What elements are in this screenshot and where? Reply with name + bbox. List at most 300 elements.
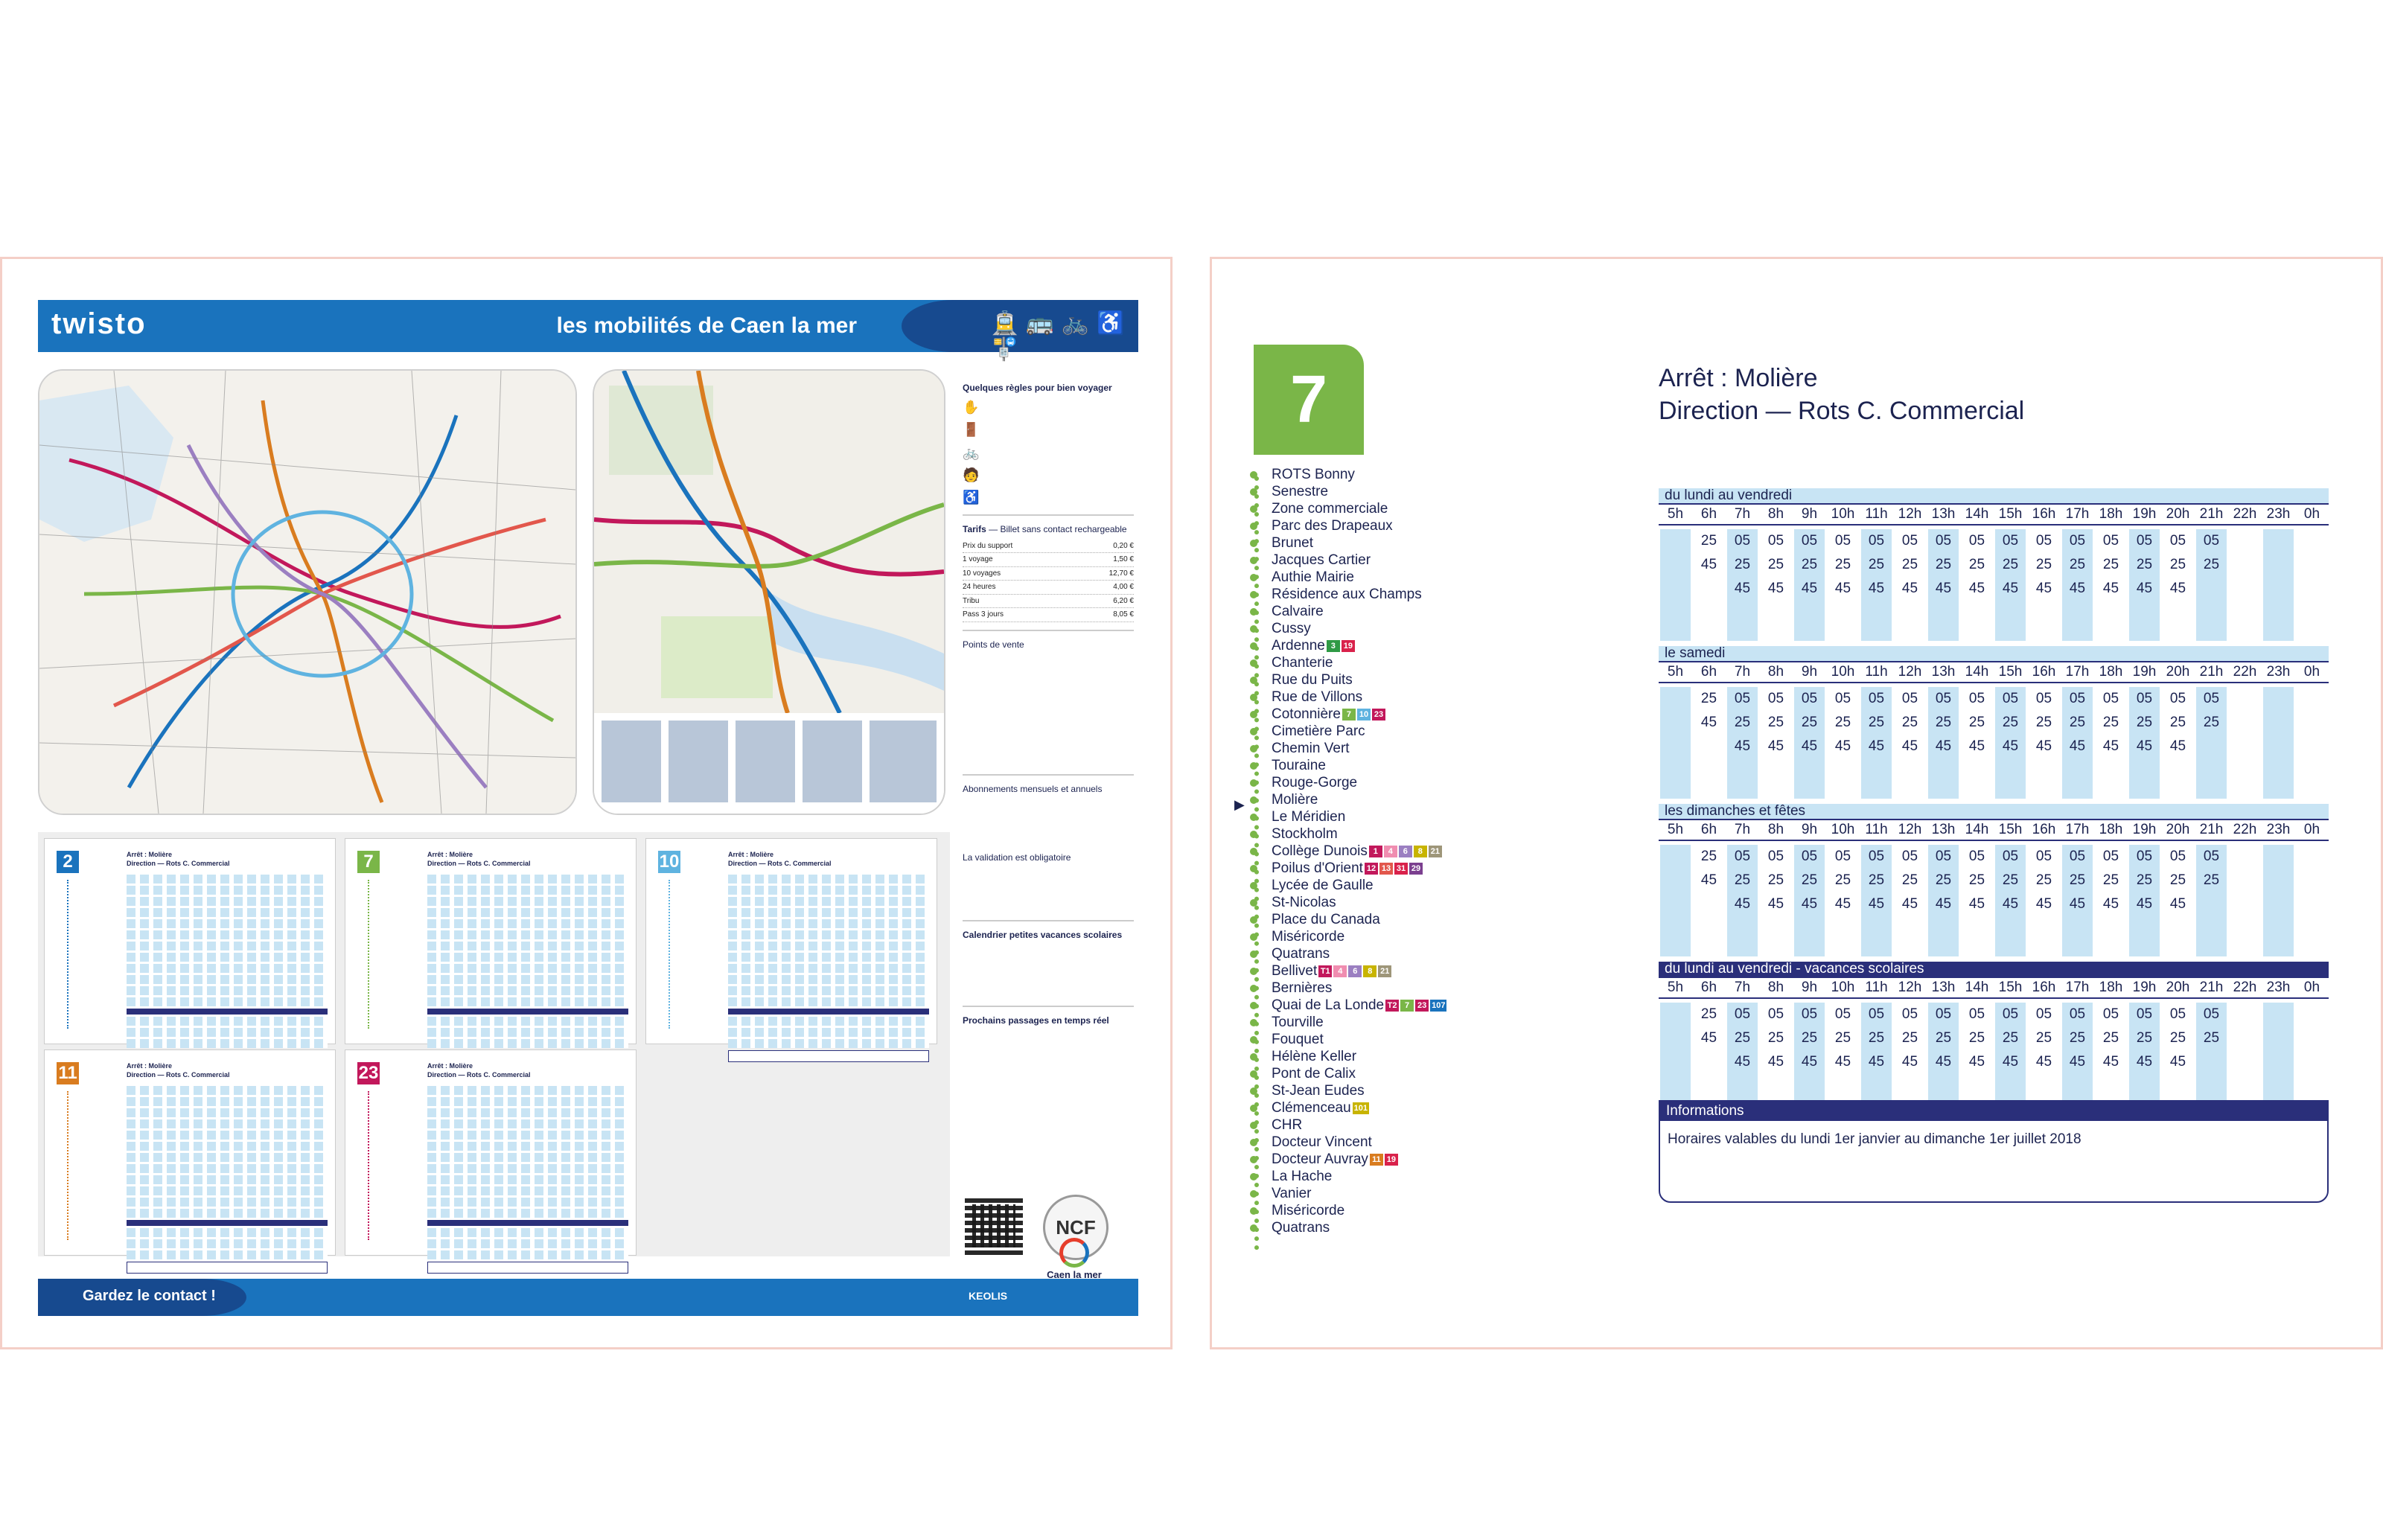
departure-minute: 05 — [1935, 849, 1952, 864]
hour-header-row — [1659, 661, 2329, 683]
hour-header-row — [1659, 977, 2329, 999]
stop-name: Cimetière Parc — [1272, 723, 1365, 739]
departure-minute: 05 — [1801, 533, 1818, 549]
hour-label: 13h — [1931, 822, 1956, 837]
hour-column — [1895, 845, 1924, 956]
departure-minute: 05 — [1767, 1006, 1784, 1022]
hour-label: 22h — [2233, 822, 2257, 837]
hour-column — [1895, 529, 1924, 641]
hour-label: 21h — [2199, 506, 2224, 522]
mini-route-line — [669, 880, 715, 1029]
departure-minute: 25 — [2203, 872, 2220, 888]
hour-column — [1861, 845, 1891, 956]
departure-minute: 45 — [1868, 738, 1885, 754]
stop-item — [1272, 1048, 1446, 1065]
tarif-price: 0,20 € — [1113, 541, 1134, 550]
stop-item — [1272, 860, 1446, 877]
departure-minute: 45 — [1767, 581, 1784, 596]
hour-column — [1828, 687, 1857, 799]
hour-label: 10h — [1831, 664, 1855, 680]
departure-minute: 05 — [2203, 849, 2220, 864]
departure-minute: 05 — [2002, 849, 2019, 864]
stop-name: St-Nicolas — [1272, 895, 1336, 910]
departure-minute: 05 — [1901, 691, 1918, 706]
hour-label: 18h — [2099, 822, 2123, 837]
hour-column — [2196, 845, 2226, 956]
departure-minute: 05 — [2102, 533, 2119, 549]
mini-line-badge: 11 — [57, 1062, 79, 1084]
hour-column — [1727, 529, 1757, 641]
departure-minute: 05 — [1935, 533, 1952, 549]
departure-minute: 25 — [2035, 1030, 2052, 1046]
departure-minute: 25 — [1767, 715, 1784, 730]
line-badge: 7 — [1254, 345, 1364, 455]
departure-minute: 05 — [1834, 849, 1851, 864]
hour-column — [2096, 845, 2125, 956]
hour-label: 12h — [1898, 822, 1922, 837]
keolis-logo: KEOLIS — [969, 1290, 1008, 1302]
connection-badge: 107 — [1432, 1001, 1446, 1010]
departure-minute: 45 — [1901, 1054, 1918, 1070]
connection-badge: 11 — [1370, 1154, 1383, 1166]
stop-item — [1272, 500, 1446, 517]
departure-minute: 45 — [2035, 581, 2052, 596]
hour-column — [1962, 687, 1991, 799]
hour-label: 23h — [2266, 980, 2291, 995]
hour-column — [2230, 529, 2259, 641]
departure-minute: 45 — [1935, 738, 1952, 754]
stop-item — [1272, 825, 1446, 843]
schedule-table — [1659, 962, 2329, 1114]
hour-column — [2263, 687, 2293, 799]
hour-column — [2029, 1003, 2058, 1114]
departure-minute: 45 — [1734, 581, 1751, 596]
connection-badge: 21 — [1429, 846, 1442, 857]
rule-text — [982, 421, 984, 438]
stop-name: Quatrans — [1272, 946, 1330, 962]
hour-column — [2263, 529, 2293, 641]
departure-minute: 45 — [1734, 738, 1751, 754]
hour-column — [1794, 687, 1824, 799]
connection-badge: 4 — [1384, 846, 1397, 857]
departure-minute: 25 — [1935, 1030, 1952, 1046]
hour-label: 7h — [1734, 664, 1751, 680]
mini-line-badge: 2 — [57, 851, 79, 873]
hour-label: 22h — [2233, 980, 2257, 995]
door-icon: 🚪 — [963, 422, 980, 438]
departure-minute: 05 — [2069, 849, 2086, 864]
departure-minute: 05 — [1734, 691, 1751, 706]
departure-minute: 05 — [1868, 691, 1885, 706]
stop-sign-icon: 🚏 — [991, 337, 1027, 362]
departure-minute: 45 — [1834, 1054, 1851, 1070]
departure-minute: 45 — [1700, 715, 1717, 730]
rule-text — [982, 444, 984, 461]
hour-label: 22h — [2233, 664, 2257, 680]
departure-minute: 25 — [1901, 557, 1918, 572]
hour-column — [2297, 845, 2326, 956]
stop-item — [1272, 552, 1446, 569]
hour-label: 14h — [1965, 664, 1989, 680]
hour-header-row — [1659, 503, 2329, 525]
caen-logo-text: Caen la mer — [1047, 1269, 1102, 1280]
departure-minute: 45 — [1868, 581, 1885, 596]
tarif-price: 12,70 € — [1108, 569, 1134, 578]
departure-minute: 05 — [2069, 533, 2086, 549]
hour-column — [2297, 687, 2326, 799]
hour-label: 5h — [1667, 822, 1684, 837]
stop-name: Fouquet — [1272, 1032, 1324, 1047]
mini-stop: Arrêt : Molière — [127, 851, 173, 858]
tarif-price: 8,05 € — [1113, 610, 1134, 619]
hour-label: 6h — [1700, 822, 1717, 837]
connection-badge: 10 — [1357, 709, 1371, 721]
hour-column — [1694, 1003, 1723, 1114]
mini-grid — [127, 1086, 328, 1276]
hour-label: 9h — [1801, 506, 1818, 522]
qr-code[interactable] — [965, 1197, 1023, 1255]
mini-stop: Arrêt : Molière — [728, 851, 774, 858]
mini-timetable-card[interactable] — [345, 1049, 637, 1256]
stop-item — [1272, 928, 1446, 945]
hour-column — [1761, 529, 1790, 641]
schedule-table — [1659, 488, 2329, 641]
departure-minute: 25 — [1968, 557, 1985, 572]
hour-label: 7h — [1734, 980, 1751, 995]
departure-minute: 25 — [1767, 557, 1784, 572]
hour-column — [2096, 687, 2125, 799]
departure-minute: 45 — [1734, 1054, 1751, 1070]
departure-minute: 25 — [1801, 872, 1818, 888]
departure-minute: 25 — [1935, 557, 1952, 572]
mini-direction: Direction — Rots C. Commercial — [427, 1070, 531, 1079]
mini-route-line — [368, 1091, 414, 1240]
hour-column — [2163, 687, 2192, 799]
stop-name: Le Méridien — [1272, 809, 1346, 825]
hour-column — [1962, 1003, 1991, 1114]
departure-minute: 05 — [2203, 1006, 2220, 1022]
rule-item — [963, 488, 1134, 506]
mini-title — [427, 1062, 531, 1079]
departure-minute: 05 — [2002, 533, 2019, 549]
mini-stop: Arrêt : Molière — [127, 1062, 173, 1070]
departure-minute: 05 — [1801, 1006, 1818, 1022]
hour-column — [1861, 529, 1891, 641]
departure-minute: 25 — [2035, 715, 2052, 730]
departure-minute: 45 — [2169, 1054, 2186, 1070]
departure-minute: 25 — [2035, 872, 2052, 888]
hour-label: 13h — [1931, 506, 1956, 522]
departure-minute: 05 — [1968, 849, 1985, 864]
departure-minute: 05 — [2069, 691, 2086, 706]
mini-timetable-card[interactable] — [645, 838, 937, 1044]
departure-minute: 05 — [2169, 533, 2186, 549]
mini-timetable-card[interactable] — [44, 838, 336, 1044]
departure-minute: 05 — [1834, 533, 1851, 549]
departure-minute: 45 — [2002, 738, 2019, 754]
stop-name: ROTS Bonny — [1272, 467, 1355, 482]
departure-minute: 25 — [2203, 1030, 2220, 1046]
departure-minute: 25 — [1868, 557, 1885, 572]
hour-column — [2129, 529, 2159, 641]
stop-name: Rue du Puits — [1272, 672, 1353, 688]
stop-item — [1272, 945, 1446, 962]
stop-item — [1272, 569, 1446, 586]
departure-minute: 05 — [2136, 849, 2153, 864]
mini-timetable-card[interactable] — [345, 838, 637, 1044]
departure-minute: 45 — [2035, 738, 2052, 754]
departure-minute: 45 — [1801, 581, 1818, 596]
departure-minute: 05 — [1968, 691, 1985, 706]
departure-minute: 45 — [1767, 1054, 1784, 1070]
rule-text — [982, 466, 984, 484]
hour-label: 10h — [1831, 822, 1855, 837]
departure-minute: 45 — [1868, 896, 1885, 912]
stop-name: Docteur Auvray — [1272, 1151, 1368, 1167]
departure-minute: 45 — [1935, 1054, 1952, 1070]
mini-title — [127, 851, 230, 868]
stop-name: La Hache — [1272, 1169, 1333, 1184]
tarif-price: 1,50 € — [1113, 555, 1134, 564]
hour-column — [1794, 529, 1824, 641]
rules-title: Quelques règles pour bien voyager — [963, 383, 1112, 393]
abonnements-title: Abonnements mensuels et annuels — [963, 784, 1103, 795]
hour-label: 21h — [2199, 822, 2224, 837]
stop-name: Ardenne — [1272, 638, 1325, 654]
departure-minute: 05 — [1834, 691, 1851, 706]
mini-route-line — [368, 880, 414, 1029]
departure-minute: 25 — [1734, 715, 1751, 730]
stop-item — [1272, 757, 1446, 774]
tarif-row — [963, 567, 1134, 581]
hour-column — [1928, 845, 1958, 956]
footer-text: Gardez le contact ! — [83, 1288, 216, 1304]
stop-name: Résidence aux Champs — [1272, 587, 1422, 602]
stop-item — [1272, 603, 1446, 620]
departure-minute: 25 — [1734, 1030, 1751, 1046]
hour-label: 21h — [2199, 664, 2224, 680]
hour-column — [2230, 687, 2259, 799]
departure-minute: 05 — [1868, 849, 1885, 864]
departure-minute: 45 — [1700, 872, 1717, 888]
hour-column — [1928, 529, 1958, 641]
departure-minute: 05 — [2169, 691, 2186, 706]
hour-column — [1995, 1003, 2025, 1114]
hour-label: 21h — [2199, 980, 2224, 995]
departure-minute: 05 — [1935, 691, 1952, 706]
bike-icon: 🚲 — [1061, 311, 1097, 336]
hour-column — [1761, 1003, 1790, 1114]
hour-column — [1995, 529, 2025, 641]
departure-minute: 45 — [2136, 738, 2153, 754]
tarif-row — [963, 540, 1134, 554]
stop-item — [1272, 1082, 1446, 1099]
hour-column — [2029, 845, 2058, 956]
departure-minute: 45 — [2102, 1054, 2119, 1070]
stop-item — [1272, 1014, 1446, 1031]
hand-icon: ✋ — [963, 400, 980, 415]
tarifs-title — [963, 523, 1134, 535]
departure-minute: 45 — [2002, 896, 2019, 912]
tarif-price: 6,20 € — [1113, 596, 1134, 605]
departure-minute: 45 — [2069, 896, 2086, 912]
connection-badge: 21 — [1378, 965, 1391, 977]
departure-minute: 05 — [1801, 849, 1818, 864]
hour-column — [2163, 845, 2192, 956]
stop-name: St-Jean Eudes — [1272, 1083, 1365, 1099]
stop-item — [1272, 1099, 1446, 1116]
stop-name: Miséricorde — [1272, 1203, 1345, 1218]
tarif-label: Prix du support — [963, 541, 1013, 550]
rules-column — [963, 374, 1134, 1031]
departure-minute: 45 — [1734, 896, 1751, 912]
hour-column — [2062, 1003, 2092, 1114]
tarif-label: 10 voyages — [963, 569, 1001, 578]
tarifs-list — [963, 540, 1134, 622]
hour-label: 7h — [1734, 506, 1751, 522]
mini-line-badge: 23 — [358, 1063, 379, 1083]
departure-minute: 45 — [1968, 738, 1985, 754]
hour-column — [1861, 687, 1891, 799]
hour-label: 14h — [1965, 822, 1989, 837]
hour-label: 22h — [2233, 506, 2257, 522]
departure-minute: 25 — [1801, 1030, 1818, 1046]
schedule-day-title: du lundi au vendredi — [1659, 488, 2329, 503]
hour-label: 13h — [1931, 980, 1956, 995]
stop-name: Collège Dunois — [1272, 843, 1368, 859]
departure-minute: 45 — [1700, 1030, 1717, 1046]
hour-column — [1962, 845, 1991, 956]
departure-minute: 45 — [1767, 896, 1784, 912]
departure-minute: 45 — [1901, 896, 1918, 912]
departure-minute: 45 — [2102, 896, 2119, 912]
departure-minute: 05 — [1734, 533, 1751, 549]
connection-badge: 6 — [1399, 846, 1412, 857]
departure-minute: 45 — [2102, 738, 2119, 754]
departure-minute: 25 — [1834, 872, 1851, 888]
hour-column — [2297, 529, 2326, 641]
departure-minute: 25 — [1901, 715, 1918, 730]
hour-label: 11h — [1865, 980, 1888, 995]
bike-rule-icon: 🚲 — [963, 444, 980, 460]
departure-minute: 45 — [1700, 557, 1717, 572]
wheelchair-icon: ♿ — [963, 490, 980, 505]
mini-direction: Direction — Rots C. Commercial — [728, 859, 832, 867]
connection-badge: T2 — [1385, 1000, 1399, 1012]
departure-minute: 45 — [1801, 738, 1818, 754]
hour-label: 17h — [2065, 822, 2090, 837]
stop-name: Vanier — [1272, 1186, 1312, 1201]
hour-column — [2196, 1003, 2226, 1114]
departure-minute: 25 — [2069, 715, 2086, 730]
departure-minute: 25 — [2102, 872, 2119, 888]
minutes-row — [1659, 525, 2329, 641]
schedule-day-title: le samedi — [1659, 646, 2329, 661]
departure-minute: 05 — [1734, 849, 1751, 864]
stop-item — [1272, 911, 1446, 928]
stop-name: Parc des Drapeaux — [1272, 518, 1393, 534]
stop-item — [1272, 517, 1446, 534]
departure-minute: 25 — [1834, 1030, 1851, 1046]
departure-minute: 25 — [1834, 557, 1851, 572]
departure-minute: 25 — [1968, 715, 1985, 730]
calendrier-title: Calendrier petites vacances scolaires — [963, 930, 1123, 941]
hour-label: 18h — [2099, 506, 2123, 522]
hour-label: 8h — [1767, 822, 1784, 837]
hour-label: 23h — [2266, 822, 2291, 837]
departure-minute: 05 — [2169, 1006, 2186, 1022]
connection-badge: 3 — [1327, 640, 1340, 652]
departure-minute: 05 — [1801, 691, 1818, 706]
stop-item — [1272, 688, 1446, 706]
departure-minute: 45 — [2169, 896, 2186, 912]
timetable-title — [1659, 362, 2024, 427]
stop-name: Molière — [1272, 792, 1318, 808]
hour-label: 8h — [1767, 664, 1784, 680]
stop-item — [1272, 1116, 1446, 1134]
stop-item — [1272, 1031, 1446, 1048]
hour-label: 23h — [2266, 664, 2291, 680]
hour-column — [2263, 1003, 2293, 1114]
hour-label: 6h — [1700, 980, 1717, 995]
hour-column — [2263, 845, 2293, 956]
departure-minute: 25 — [2136, 1030, 2153, 1046]
departure-minute: 25 — [1734, 872, 1751, 888]
hour-label: 8h — [1767, 980, 1784, 995]
stop-item — [1272, 1219, 1446, 1236]
hour-label: 13h — [1931, 664, 1956, 680]
stop-item — [1272, 466, 1446, 483]
twisto-logo: twisto — [51, 307, 147, 340]
stop-name: Brunet — [1272, 535, 1313, 551]
departure-minute: 45 — [2035, 1054, 2052, 1070]
hour-label: 19h — [2132, 506, 2157, 522]
departure-minute: 05 — [2002, 691, 2019, 706]
connection-badge: 29 — [1409, 863, 1423, 875]
departure-minute: 25 — [2169, 715, 2186, 730]
stop-name: Chanterie — [1272, 655, 1333, 671]
mini-timetable-card[interactable] — [44, 1049, 336, 1256]
tarif-row — [963, 581, 1134, 595]
departure-minute: 05 — [1901, 533, 1918, 549]
minutes-row — [1659, 683, 2329, 799]
bus-icon: 🚌 — [1026, 311, 1062, 336]
departure-minute: 45 — [1868, 1054, 1885, 1070]
tram-icon: 🚊 — [991, 311, 1027, 336]
mini-line-badge: 10 — [659, 852, 680, 872]
hour-label: 16h — [2032, 664, 2056, 680]
caen-la-mer-logo — [1033, 1238, 1115, 1290]
hour-label: 17h — [2065, 506, 2090, 522]
hour-label: 0h — [2303, 980, 2320, 995]
hour-column — [2297, 1003, 2326, 1114]
minutes-row — [1659, 999, 2329, 1114]
hour-label: 19h — [2132, 664, 2157, 680]
departure-minute: 05 — [2002, 1006, 2019, 1022]
departure-minute: 25 — [2102, 1030, 2119, 1046]
departure-minute: 05 — [2169, 849, 2186, 864]
departure-minute: 25 — [2203, 715, 2220, 730]
tarif-row — [963, 595, 1134, 609]
departure-minute: 45 — [2002, 581, 2019, 596]
stop-name: Authie Mairie — [1272, 569, 1354, 585]
departure-minute: 05 — [1734, 1006, 1751, 1022]
schedule-day-title: les dimanches et fêtes — [1659, 804, 2329, 819]
connection-badge: 101 — [1353, 1104, 1368, 1113]
departure-minute: 45 — [1834, 581, 1851, 596]
tarif-price: 4,00 € — [1113, 583, 1134, 592]
hour-label: 16h — [2032, 822, 2056, 837]
